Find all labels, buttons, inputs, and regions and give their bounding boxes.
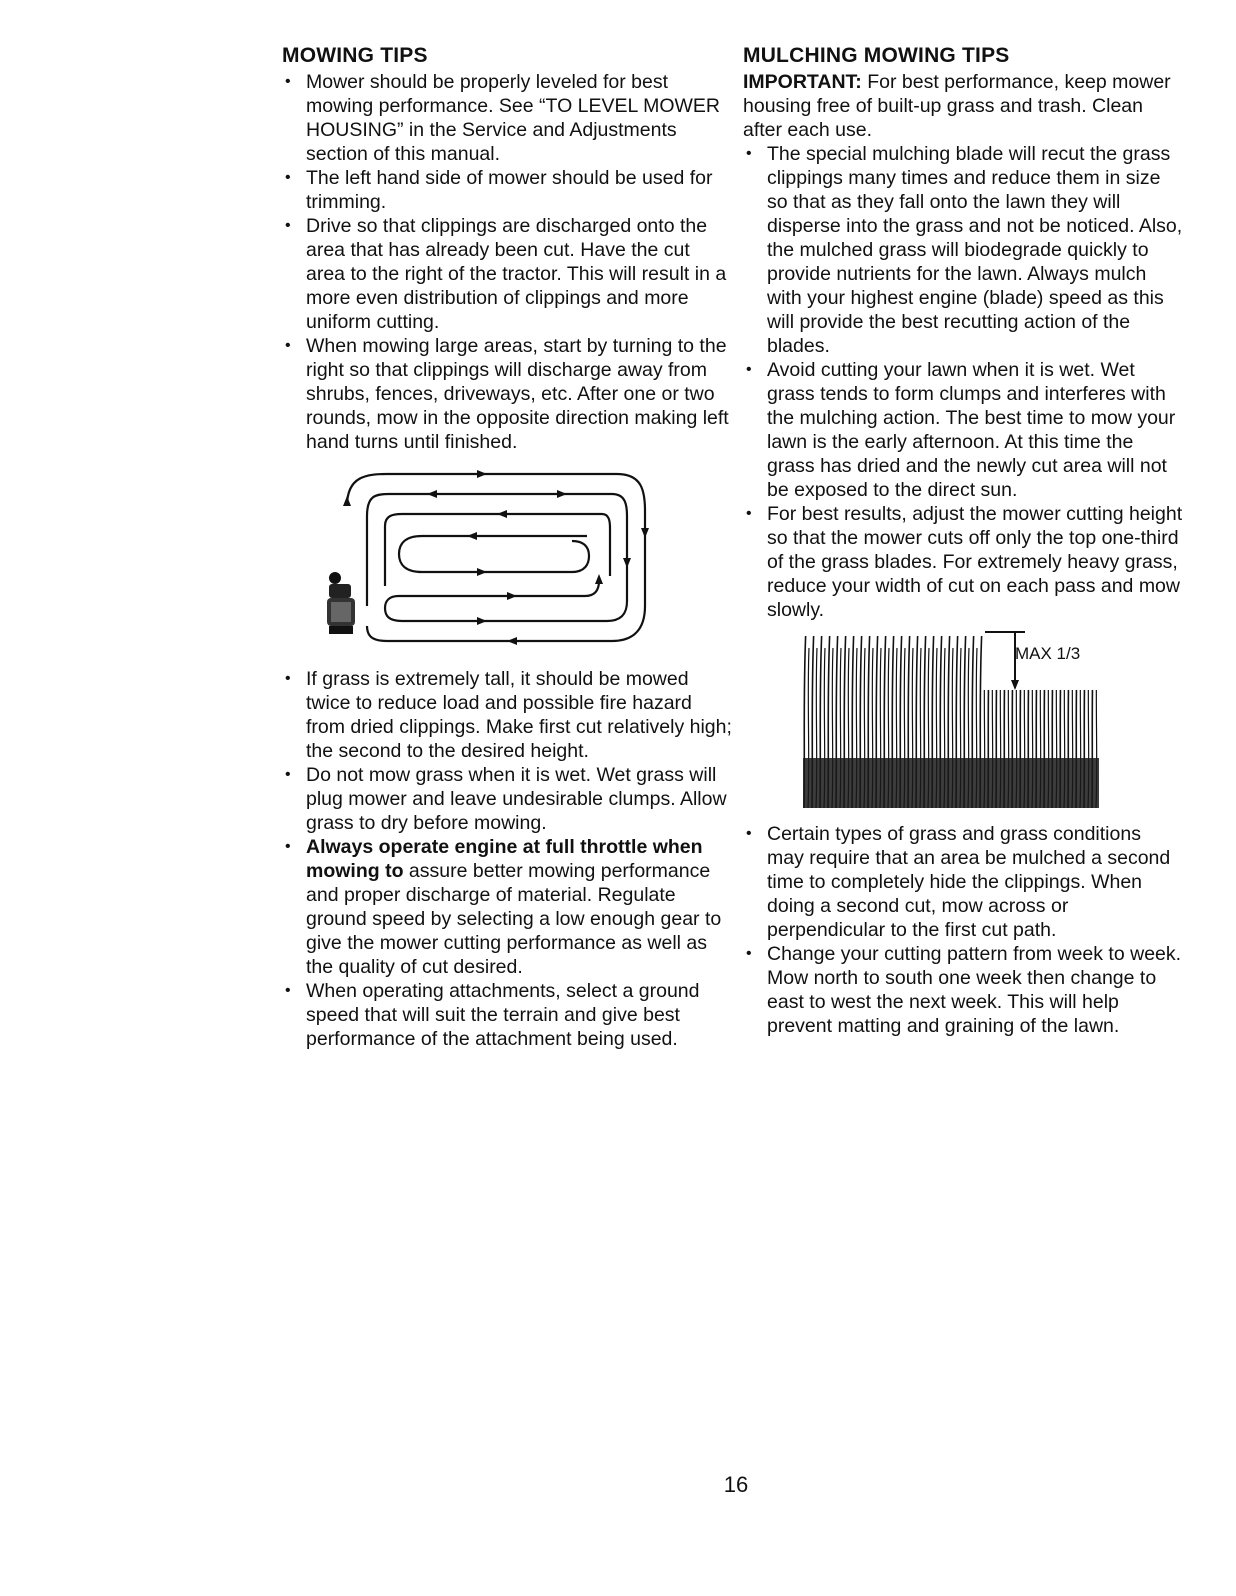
mowing-pattern-diagram <box>327 466 657 651</box>
list-item: • The left hand side of mower should be used for trimming. <box>282 166 732 214</box>
list-item: • Do not mow grass when it is wet. Wet grass will plug mower and leave undesirable clumps. Allow grass to dry before mowing. <box>282 763 732 835</box>
list-item: • Avoid cutting your lawn when it is wet. Wet grass tends to form clumps and interferes with the mulching action. The best time to mow your lawn is the early afternoon. At this time the grass has dried and the newly cut area will not be exposed to the direct sun. <box>743 358 1183 502</box>
mulching-tips-column <box>743 44 1183 1038</box>
page-number <box>0 1472 1236 1498</box>
list-item: • The special mulching blade will recut the grass clippings many times and reduce them in size so that as they fall onto the lawn they will disperse into the grass and not be noticed. Also, the mulched grass will biodegrade quickly to provide nutrients for the lawn. Always mulch with your highest engine (blade) speed as this will provide the best recutting action of the blades. <box>743 142 1183 358</box>
max-one-third-label: MAX 1/3 <box>1015 644 1081 663</box>
mulching-tips-heading: MULCHING MOWING TIPS <box>743 44 1010 67</box>
list-item: • Change your cutting pattern from week to week. Mow north to south one week then change to east to west the next week. This will help prevent matting and graining of the lawn. <box>743 942 1183 1038</box>
list-item: • When mowing large areas, start by turning to the right so that clippings will discharge away from shrubs, fences, driveways, etc. After one or two rounds, mow in the opposite direction making left hand turns until finished. <box>282 334 732 454</box>
tractor-icon <box>327 572 355 634</box>
mowing-pattern-figure <box>282 466 732 651</box>
page-number-text: 16 <box>723 1472 749 1497</box>
mowing-tips-column <box>282 44 732 1051</box>
important-label: IMPORTANT: <box>743 71 862 93</box>
list-item: • Mower should be properly leveled for best mowing performance. See “TO LEVEL MOWER HOUSING” in the Service and Adjustments section of this manual. <box>282 70 732 166</box>
list-item: • Drive so that clippings are discharged onto the area that has already been cut. Have the cut area to the right of the tractor. This will result in a more even distribution of clippings and more uniform cutting. <box>282 214 732 334</box>
important-text: For best performance, keep mower housing free of built-up grass and trash. Clean after each use. <box>743 71 1171 141</box>
grass-height-figure <box>743 628 1183 808</box>
bold-instruction: Always operate engine at full throttle when mowing to <box>306 836 703 882</box>
important-note <box>743 70 1183 142</box>
list-item-text: assure better mowing performance and proper discharge of material. Regulate ground speed by selecting a low enough gear to give the mower cutting performance as well as the quality of cut desired. <box>306 860 722 978</box>
list-item: • For best results, adjust the mower cutting height so that the mower cuts off only the top one-third of the grass blades. For extremely heavy grass, reduce your width of cut on each pass and mow slowly. <box>743 502 1183 622</box>
mowing-tips-list-bottom <box>282 667 732 1051</box>
mulching-tips-list-top <box>743 142 1183 622</box>
list-item: • Certain types of grass and grass conditions may require that an area be mulched a second time to completely hide the clippings. When doing a second cut, mow across or perpendicular to the first cut path. <box>743 822 1183 942</box>
mowing-tips-list-top <box>282 70 732 454</box>
list-item: • When operating attachments, select a ground speed that will suit the terrain and give best performance of the attachment being used. <box>282 979 732 1051</box>
list-item: • If grass is extremely tall, it should be mowed twice to reduce load and possible fire hazard from dried clippings. Make first cut relatively high; the second to the desired height. <box>282 667 732 763</box>
list-item <box>282 835 732 979</box>
mulching-tips-list-bottom <box>743 822 1183 1038</box>
mowing-tips-heading: MOWING TIPS <box>282 44 428 67</box>
